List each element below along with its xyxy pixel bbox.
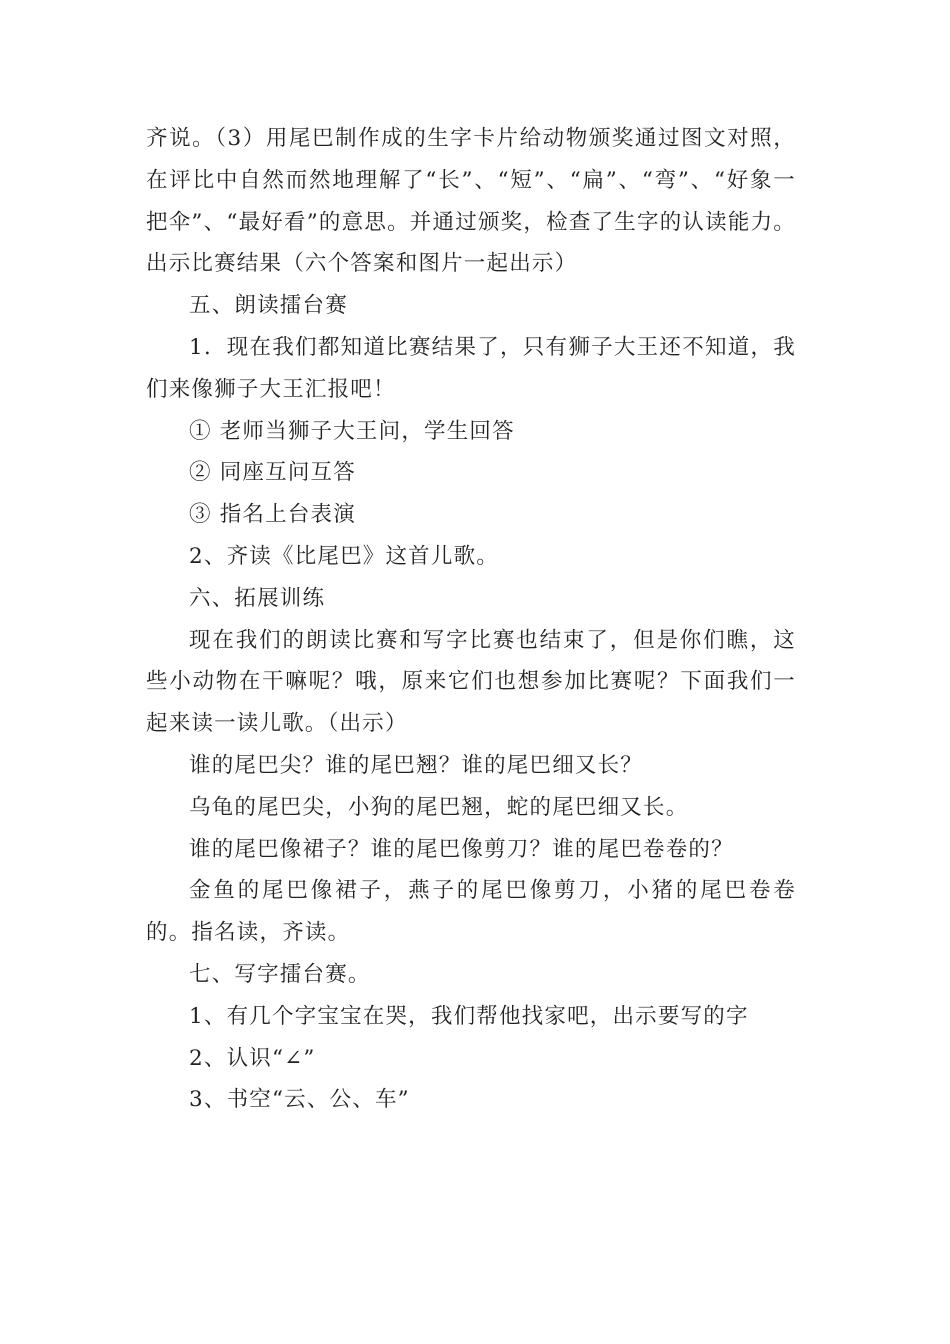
paragraph-extension-intro: 现在我们的朗读比赛和写字比赛也结束了，但是你们瞧，这些小动物在干嘛呢？哦，原来它们也想参加比赛呢？下面我们一起来读一读儿歌。（出示） xyxy=(146,627,796,737)
paragraph-intro: 齐说。（3）用尾巴制作成的生字卡片给动物颁奖通过图文对照，在评比中自然而然地理解了“长”、“短”、“扁”、“弯”、“好象一把伞”、“最好看”的意思。并通过颁奖，检查了生字的认读能力。出示比赛结果（六个答案和图片一起出示） xyxy=(146,126,796,277)
section-heading-writing-contest: 七、写字擂台赛。 xyxy=(189,961,371,987)
section-heading-reading-contest: 五、朗读擂台赛 xyxy=(189,293,348,319)
paragraph-read-together: 2、齐读《比尾巴》这首儿歌。 xyxy=(189,543,499,569)
rhyme-line-4: 金鱼的尾巴像裙子，燕子的尾巴像剪刀，小猪的尾巴卷卷的。指名读，齐读。 xyxy=(146,878,796,946)
list-item-desk-mates: ② 同座互问互答 xyxy=(189,460,356,486)
paragraph-report-to-lion: 1．现在我们都知道比赛结果了，只有狮子大王还不知道，我们来像狮子大王汇报吧！ xyxy=(146,334,796,402)
paragraph-writing-step-2: 2、认识“∠” xyxy=(189,1045,316,1071)
paragraph-writing-step-1: 1、有几个字宝宝在哭，我们帮他找家吧，出示要写的字 xyxy=(189,1003,749,1029)
list-item-stage-performance: ③ 指名上台表演 xyxy=(189,502,356,528)
rhyme-line-2: 乌龟的尾巴尖，小狗的尾巴翘，蛇的尾巴细又长。 xyxy=(189,794,689,820)
list-item-teacher-asks: ① 老师当狮子大王问，学生回答 xyxy=(189,418,515,444)
document-body xyxy=(146,118,796,1121)
section-heading-extension: 六、拓展训练 xyxy=(189,585,326,611)
rhyme-line-3: 谁的尾巴像裙子？谁的尾巴像剪刀？谁的尾巴卷卷的？ xyxy=(189,836,734,862)
paragraph-writing-step-3: 3、书空“云、公、车” xyxy=(189,1087,410,1113)
rhyme-line-1: 谁的尾巴尖？谁的尾巴翘？谁的尾巴细又长？ xyxy=(189,752,644,778)
